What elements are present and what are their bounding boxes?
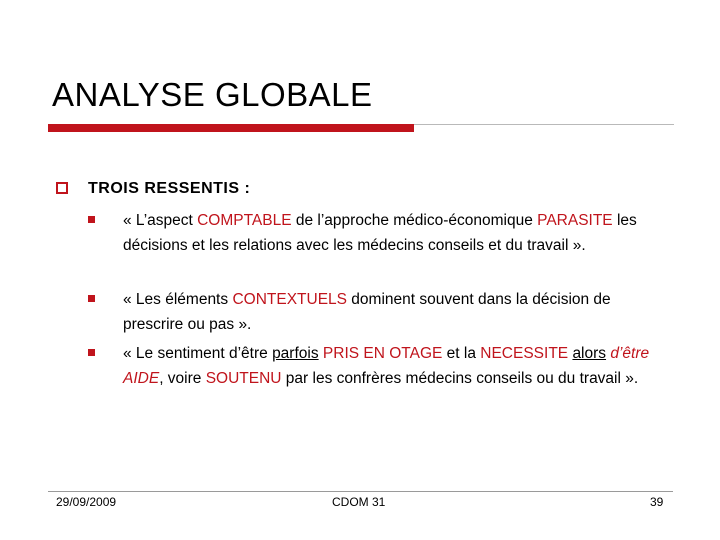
bullet-3-red-b: NECESSITE [480,345,569,362]
bullet-2-text-b: dominent souvent dans la décision de prescrire ou pas ». [123,291,611,333]
bullet-item-3 [123,341,668,391]
bullet-3-text-a: « Le sentiment d’être [123,345,273,362]
title-underline-rule [414,124,674,125]
square-bullet-icon [88,349,95,356]
bullet-2-red-a: CONTEXTUELS [232,291,347,308]
hollow-square-bullet-icon [56,182,68,194]
bullet-1-text-c: les décisions et les relations avec les médecins conseils et du travail ». [123,212,637,254]
bullet-3-underlined-a: parfois [272,345,319,362]
bullet-1-text-b: de l’approche médico-économique [291,212,538,229]
bullet-item-2 [123,287,668,337]
bullet-1-red-b: PARASITE [537,212,613,229]
bullet-3-text-g: par les confrères médecins conseils ou du travail ». [281,370,639,387]
bullet-item-1 [123,208,668,258]
bullet-3-text-f: , voire [159,370,206,387]
bullet-3-text-c: et la [442,345,481,362]
section-heading: TROIS RESSENTIS : [88,180,251,197]
bullet-2-text-a: « Les éléments [123,291,233,308]
bullet-1-text-a: « L’aspect [123,212,198,229]
bullet-3-red-italic: d’être AIDE [123,345,650,387]
footer-date: 29/09/2009 [56,495,117,509]
bullet-3-underlined-b: alors [572,345,607,362]
page-number: 39 [650,495,664,509]
bullet-3-red-a: PRIS EN OTAGE [322,345,443,362]
bullet-3-red-c: SOUTENU [205,370,282,387]
slide-title: ANALYSE GLOBALE [52,76,373,113]
footer-center-text: CDOM 31 [332,495,386,509]
bullet-1-red-a: COMPTABLE [197,212,292,229]
title-underline-accent [48,124,414,132]
square-bullet-icon [88,216,95,223]
footer-divider [48,491,673,492]
square-bullet-icon [88,295,95,302]
